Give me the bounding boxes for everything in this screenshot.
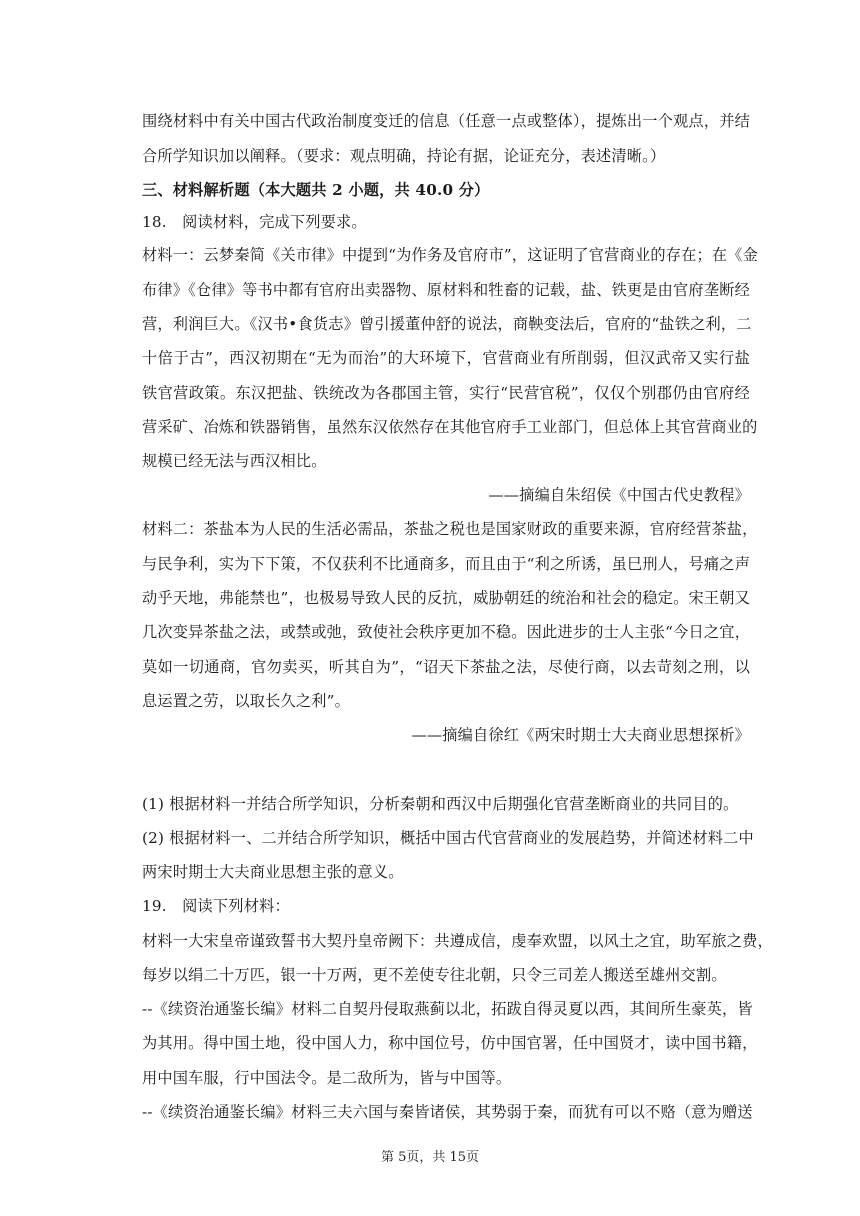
text-line: 动乎天地，弗能禁也”，也极易导致人民的反抗，威胁朝廷的统治和社会的稳定。宋王朝又 (142, 589, 751, 607)
text-line: 合所学知识加以阐释。（要求：观点明确，持论有据，论证充分，表述清晰。） (142, 147, 666, 165)
text-line: 布律》《仓律》等书中都有官府出卖器物、原材料和牲畜的记载，盐、铁更是由官府垄断经 (142, 281, 750, 299)
text-line: 材料一：云梦秦简《关市律》中提到“为作务及官府市”，这证明了官营商业的存在；在《金 (142, 246, 759, 264)
text-line: 用中国车服，行中国法令。是二敌所为，皆与中国等。 (142, 1069, 512, 1087)
text-line: 十倍于古”，西汉初期在“无为而治”的大环境下，官营商业有所削弱，但汉武帝又实行盐 (142, 349, 750, 367)
sub-question: (1) 根据材料一并结合所学知识，分析秦朝和西汉中后期强化官营垄断商业的共同目的。 (142, 795, 739, 813)
text-line: 营采矿、冶炼和铁器销售，虽然东汉依然存在其他官府手工业部门，但总体上其官营商业的 (142, 418, 758, 436)
text-line: 围绕材料中有关中国古代政治制度变迁的信息（任意一点或整体），提炼出一个观点，并结 (142, 112, 750, 130)
text-line: 材料一大宋皇帝谨致誓书大契丹皇帝阙下：共遵成信，虔奉欢盟，以风土之宜，助军旅之费， (142, 932, 773, 950)
text-line: --《续资治通鉴长编》材料三夫六国与秦皆诸侯，其势弱于秦，而犹有可以不赂（意为赠送 (142, 1103, 753, 1121)
citation: ——摘编自朱绍侯《中国古代史教程》 (488, 486, 750, 504)
text-line: 规模已经无法与西汉相比。 (142, 452, 327, 470)
text-line: 几次变异茶盐之法，或禁或弛，致使社会秩序更加不稳。因此进步的士人主张“今日之宜， (142, 623, 751, 641)
text-line: 每岁以绢二十万匹，银一十万两，更不差使专往北朝，只令三司差人搬送至雄州交割。 (142, 966, 727, 984)
question-number: 19. 阅读下列材料： (142, 897, 290, 915)
text-line: 铁官营政策。东汉把盐、铁统改为各郡国主管，实行“民营官税”，仅仅个别郡仍由官府经 (142, 384, 750, 402)
text-line: 与民争利，实为下下策，不仅获利不比通商多，而且由于“利之所诱，虽巳刑人，号痛之声 (142, 555, 751, 573)
citation: ——摘编自徐红《两宋时期士大夫商业思想探析》 (411, 726, 750, 744)
text-line: --《续资治通鉴长编》材料二自契丹侵取燕蓟以北，拓跋自得灵夏以西，其间所生豪英，皆 (142, 1000, 753, 1018)
text-line: 材料二：茶盐本为人民的生活必需品，茶盐之税也是国家财政的重要来源，官府经营茶盐， (142, 520, 758, 538)
text-line: 营，利润巨大。《汉书•食货志》曾引援董仲舒的说法，商鞅变法后，官府的“盐铁之利，二 (142, 315, 752, 333)
sub-question: (2) 根据材料一、二并结合所学知识，概括中国古代官营商业的发展趋势，并简述材料二中 (142, 829, 754, 847)
question-number: 18. 阅读材料，完成下列要求。 (142, 213, 367, 231)
page-footer: 第 5页，共 15页 (380, 1150, 480, 1165)
text-line: 莫如一切通商，官勿卖买，听其自为”，“诏天下茶盐之法，尽使行商，以去苛刻之刑，以 (142, 658, 750, 676)
text-line: 为其用。得中国土地，役中国人力，称中国位号，仿中国官署，任中国贤才，读中国书籍， (142, 1034, 758, 1052)
section-heading: 三、材料解析题（本大题共 2 小题，共 40.0 分） (142, 181, 490, 199)
text-line: 两宋时期士大夫商业思想主张的意义。 (142, 863, 404, 881)
text-line: 息运置之劳，以取长久之利”。 (142, 692, 351, 710)
